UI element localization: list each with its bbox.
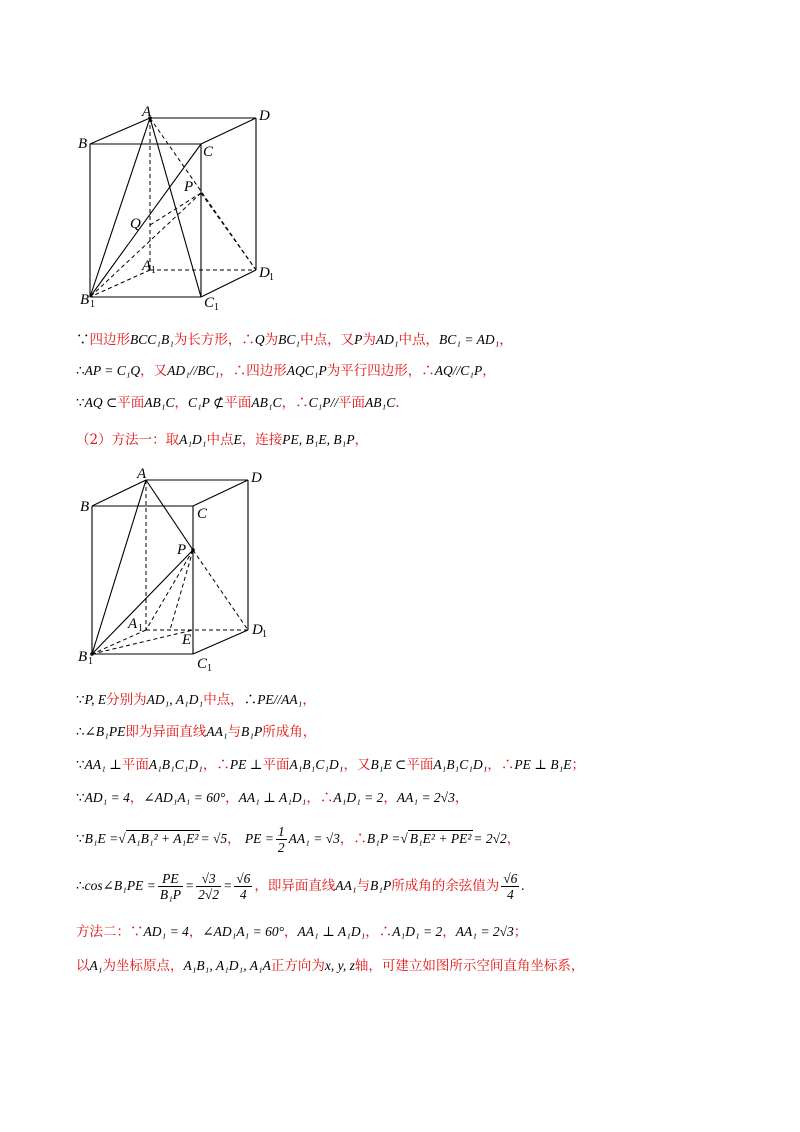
label-D1: D <box>259 265 270 281</box>
figure-2-prism-diagram <box>70 462 300 677</box>
label-D1-sub: 1 <box>262 629 267 640</box>
fraction-pe-over-b1p: $\frac{PE}{\text{B₁P}}$ <box>159 871 182 902</box>
label-B1-sub: 1 <box>90 299 95 310</box>
text-line-12: 以A₁为坐标原点，A₁B₁, A₁D₁, A₁A正方向为x, y, z轴，可建立如图所示空间直角坐标系， <box>76 958 585 974</box>
label-B1-sub: 1 <box>88 656 93 667</box>
text-line-8: ∵AD₁ = 4，∠AD₁A₁ = 60°，AA₁ ⊥ A₁D₁，∴A₁D₁ = 2，AA₁ = 2√3， <box>76 790 469 806</box>
label-C1-sub: 1 <box>207 663 212 674</box>
text-line-2: ∴AP = C₁Q，又AD₁//BC₁，∴四边形AQC₁P为平行四边形，∴AQ//C₁P， <box>76 363 496 379</box>
text-line-10: ∴cos∠B₁PE = $\frac{PE}{\text{B₁P}}$ = $\frac{√3}{2√2}$ = $\frac{√6}{4}$ ，即异面直线AA₁与B₁P所成角的余弦值为 $\frac{√6}{4}$ . <box>76 871 525 902</box>
text-line-11: 方法二：∵AD₁ = 4，∠AD₁A₁ = 60°，AA₁ ⊥ A₁D₁，∴A₁D₁ = 2，AA₁ = 2√3； <box>76 924 528 940</box>
fraction-one-half: $\frac{1}{2}$ <box>277 824 285 855</box>
label-A1-sub: 1 <box>151 265 156 276</box>
fraction-root6-over-4: $\frac{√6}{4}$ <box>236 871 251 902</box>
text-line-6: ∴∠B₁PE即为异面直线AA₁与B₁P所成角， <box>76 724 317 740</box>
fraction-root3-over-2root2: $\frac{√3}{2√2}$ <box>198 871 220 902</box>
label-P: P <box>184 179 194 195</box>
label-A: A <box>142 104 152 120</box>
label-A1-sub: 1 <box>138 623 143 634</box>
label-C1: C <box>204 295 215 311</box>
label-D1-sub: 1 <box>269 272 274 283</box>
label-D1: D <box>252 622 263 638</box>
text-line-1: ∵四边形BCC₁B₁为长方形，∴Q为BC₁中点，又P为AD₁中点，BC₁ = AD₁， <box>76 332 513 348</box>
text-line-9: ∵B₁E =√ A₁B₁² + A₁E² = √5， PE = $\frac{1}{2}$ AA₁ = √3，∴B₁P =√ B₁E² + PE² = 2√2， <box>76 824 521 855</box>
label-B1: B <box>78 649 88 665</box>
label-D: D <box>259 108 270 124</box>
label-B: B <box>80 499 90 515</box>
label-P: P <box>177 542 187 558</box>
label-C1: C <box>197 656 208 672</box>
text-line-4: （2）方法一：取A₁D₁中点E，连接PE, B₁E, B₁P， <box>76 432 369 448</box>
label-C: C <box>203 144 214 160</box>
fraction-answer: $\frac{√6}{4}$ <box>503 871 518 902</box>
text-line-5: ∵P, E分别为AD₁, A₁D₁中点，∴PE//AA₁， <box>76 692 316 708</box>
label-B1: B <box>80 292 90 308</box>
label-E: E <box>182 632 192 648</box>
figure-1-prism-diagram <box>70 100 300 320</box>
text-line-7: ∵AA₁ ⊥平面A₁B₁C₁D₁，∴PE ⊥平面A₁B₁C₁D₁，又B₁E ⊂平面A₁B₁C₁D₁，∴PE ⊥ B₁E； <box>76 757 586 773</box>
label-A1: A <box>128 616 138 632</box>
label-C: C <box>197 506 208 522</box>
label-C1-sub: 1 <box>214 302 219 313</box>
label-B: B <box>78 136 88 152</box>
label-A: A <box>137 466 147 482</box>
label-Q: Q <box>130 216 141 232</box>
text-line-3: ∵AQ ⊂平面AB₁C，C₁P ⊄平面AB₁C，∴C₁P//平面AB₁C. <box>76 395 400 411</box>
label-A1: A <box>142 258 152 274</box>
label-D: D <box>251 470 262 486</box>
